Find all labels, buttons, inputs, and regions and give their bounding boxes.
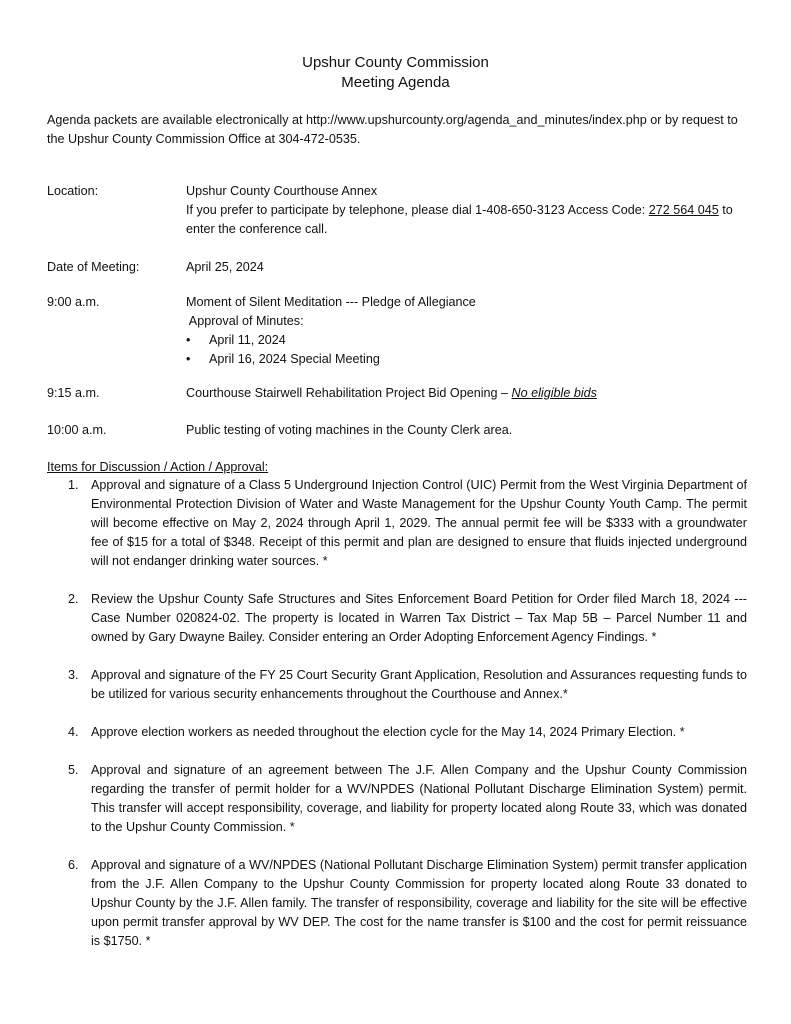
schedule-time: 9:15 a.m. xyxy=(47,386,100,400)
intro-paragraph: Agenda packets are available electronically at http://www.upshurcounty.org/agenda_and_minutes/index.php or by request to the Upshur County Commission Office at 304-472-0535. xyxy=(47,113,738,146)
item-number: 1. xyxy=(68,478,79,492)
phone-text: If you prefer to participate by telephone, please dial 1-408-650-3123 Access Code: xyxy=(186,203,649,217)
minutes-heading: Approval of Minutes: xyxy=(186,314,304,328)
discussion-heading: Items for Discussion / Action / Approval: xyxy=(47,460,269,474)
list-item xyxy=(47,761,747,837)
item-text: Approval and signature of a Class 5 Underground Injection Control (UIC) Permit from the West Virginia Department of Environmental Protection Division of Water and Waste Management for the Upshur County Youth Camp. The permit will become effective on May 2, 2024 through April 1, 2029. The annual permit fee will be $333 with a groundwater fee of $15 for a total of $348. Receipt of this permit and plan are designed to ensure that fluids injected underground will not endanger drinking water sources. * xyxy=(91,478,747,568)
item-text: Review the Upshur County Safe Structures and Sites Enforcement Board Petition for Order filed March 18, 2024 --- Case Number 020824-02. The property is located in Warren Tax District – Tax Map 5B – Parcel Number 11 and owned by Gary Dwayne Bailey. Consider entering an Order Adopting Enforcement Agency Findings. * xyxy=(91,592,747,644)
agenda-title: Meeting Agenda xyxy=(341,74,450,91)
schedule-text: Moment of Silent Meditation --- Pledge of Allegiance xyxy=(186,295,476,309)
access-code: 272 564 045 xyxy=(648,203,719,217)
date-value: April 25, 2024 xyxy=(186,260,264,274)
schedule-time: 9:00 a.m. xyxy=(47,295,100,309)
list-item xyxy=(47,856,747,951)
list-item xyxy=(47,723,747,742)
schedule-time: 10:00 a.m. xyxy=(47,423,107,437)
item-text: Approve election workers as needed throughout the election cycle for the May 14, 2024 Primary Election. * xyxy=(91,725,685,739)
bid-result: No eligible bids xyxy=(511,386,597,400)
item-number: 6. xyxy=(68,858,79,872)
commission-title: Upshur County Commission xyxy=(302,54,489,71)
phone-info xyxy=(186,201,747,239)
schedule-text: Public testing of voting machines in the County Clerk area. xyxy=(186,423,513,437)
location-value xyxy=(186,182,747,239)
minutes-bullet: • April 16, 2024 Special Meeting xyxy=(186,350,747,369)
item-number: 3. xyxy=(68,668,79,682)
discussion-list xyxy=(47,476,747,970)
location-label: Location: xyxy=(47,184,99,198)
item-text: Approval and signature of the FY 25 Court Security Grant Application, Resolution and Assurances requesting funds to be utilized for various security enhancements throughout the Courthouse and Annex.* xyxy=(91,668,747,701)
minutes-bullet: • April 11, 2024 xyxy=(186,331,747,350)
date-label: Date of Meeting: xyxy=(47,260,140,274)
list-item xyxy=(47,590,747,647)
location-place: Upshur County Courthouse Annex xyxy=(186,184,378,198)
item-number: 5. xyxy=(68,763,79,777)
item-number: 2. xyxy=(68,592,79,606)
list-item xyxy=(47,476,747,571)
item-number: 4. xyxy=(68,725,79,739)
schedule-text: Courthouse Stairwell Rehabilitation Project Bid Opening – xyxy=(186,386,512,400)
list-item xyxy=(47,666,747,704)
item-text: Approval and signature of an agreement between The J.F. Allen Company and the Upshur County Commission regarding the transfer of permit holder for a WV/NPDES (National Pollutant Discharge Elimination System) permit. This transfer will accept responsibility, coverage, and liability for property located along Route 33, which was donated to the Upshur County Commission. * xyxy=(91,763,747,834)
item-text: Approval and signature of a WV/NPDES (National Pollutant Discharge Elimination System) permit transfer application from the J.F. Allen Company to the Upshur County Commission for property located along Route 33 donated to Upshur County by the J.F. Allen family. The transfer of responsibility, coverage and liability for the site will be effective upon permit transfer approval by WV DEP. The cost for the name transfer is $100 and the cost for permit reissuance is $1750. * xyxy=(91,858,747,948)
phone-suffix: to enter the conference call. xyxy=(186,203,733,236)
